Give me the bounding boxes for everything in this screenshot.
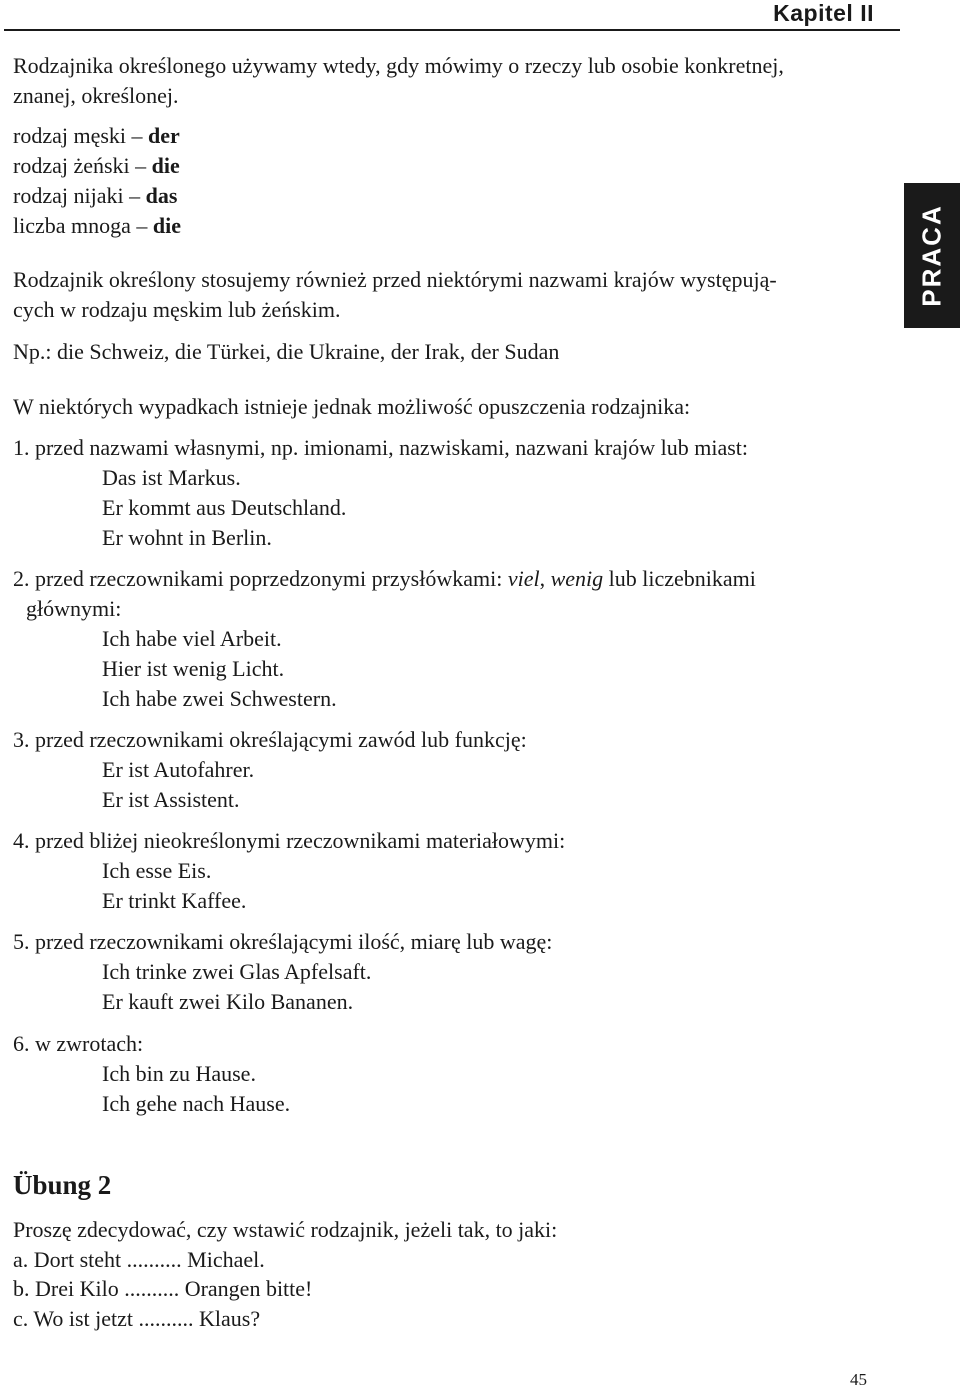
- rule-title: [13, 564, 756, 594]
- gender-article: die: [152, 213, 182, 238]
- rule-example: Hier ist wenig Licht.: [102, 656, 285, 681]
- gender-label: liczba mnoga –: [13, 213, 153, 238]
- rule-example: Ich trinke zwei Glas Apfelsaft.: [102, 959, 372, 984]
- gender-label: rodzaj nijaki –: [13, 183, 146, 208]
- intro-line-1: Rodzajnika określonego używamy wtedy, gdy mówimy o rzeczy lub osobie konkretnej,: [13, 53, 784, 78]
- gender-label: rodzaj męski –: [13, 123, 149, 148]
- exercise-item: b. Drei Kilo .......... Orangen bitte!: [13, 1276, 313, 1301]
- rule-example: Er wohnt in Berlin.: [102, 525, 272, 550]
- countries-note-line-1: Rodzajnik określony stosujemy również przed niektórymi nazwami krajów występują-: [13, 267, 777, 292]
- gender-article: der: [148, 123, 180, 148]
- gender-row: [13, 151, 180, 181]
- adverb-wenig: wenig: [550, 566, 604, 591]
- intro-line-2: znanej, określonej.: [13, 83, 179, 108]
- header-rule: [4, 29, 900, 31]
- exercise-instruction: Proszę zdecydować, czy wstawić rodzajnik, jeżeli tak, to jaki:: [13, 1217, 558, 1242]
- rule-example: Er ist Autofahrer.: [102, 757, 255, 782]
- section-tab-label: PRACA: [916, 204, 947, 307]
- gender-row: [13, 211, 181, 241]
- rule-example: Ich bin zu Hause.: [102, 1061, 256, 1086]
- rule-title-text: lub liczebnikami: [603, 566, 756, 591]
- rule-example: Ich habe zwei Schwestern.: [102, 686, 337, 711]
- rule-title-sep: ,: [539, 566, 551, 591]
- exercise-heading: Übung 2: [13, 1170, 112, 1200]
- rule-title-cont: głównymi:: [26, 596, 122, 621]
- gender-row: [13, 121, 180, 151]
- rule-example: Er kauft zwei Kilo Bananen.: [102, 989, 354, 1014]
- rule-example: Ich gehe nach Hause.: [102, 1091, 291, 1116]
- rule-example: Das ist Markus.: [102, 465, 241, 490]
- rule-example: Ich habe viel Arbeit.: [102, 626, 282, 651]
- rule-title: 4. przed bliżej nieokreślonymi rzeczownikami materiałowymi:: [13, 828, 566, 853]
- gender-article: das: [145, 183, 178, 208]
- countries-note-line-2: cych w rodzaju męskim lub żeńskim.: [13, 297, 341, 322]
- rule-example: Er ist Assistent.: [102, 787, 240, 812]
- omission-intro: W niektórych wypadkach istnieje jednak możliwość opuszczenia rodzajnika:: [13, 394, 691, 419]
- exercise-item: a. Dort steht .......... Michael.: [13, 1247, 265, 1272]
- exercise-item: c. Wo ist jetzt .......... Klaus?: [13, 1306, 261, 1331]
- rule-title: 3. przed rzeczownikami określającymi zawód lub funkcję:: [13, 727, 527, 752]
- rule-title: 5. przed rzeczownikami określającymi ilość, miarę lub wagę:: [13, 929, 553, 954]
- adverb-viel: viel: [507, 566, 540, 591]
- chapter-title: Kapitel II: [773, 0, 874, 26]
- rule-title: 6. w zwrotach:: [13, 1031, 144, 1056]
- rule-example: Er trinkt Kaffee.: [102, 888, 247, 913]
- section-tab: [904, 183, 960, 328]
- rule-example: Er kommt aus Deutschland.: [102, 495, 347, 520]
- gender-label: rodzaj żeński –: [13, 153, 152, 178]
- rule-example: Ich esse Eis.: [102, 858, 212, 883]
- rule-title: 1. przed nazwami własnymi, np. imionami, nazwiskami, nazwani krajów lub miast:: [13, 435, 748, 460]
- rule-title-text: 2. przed rzeczownikami poprzedzonymi przysłówkami:: [13, 566, 508, 591]
- countries-example: Np.: die Schweiz, die Türkei, die Ukraine, der Irak, der Sudan: [13, 339, 560, 364]
- gender-article: die: [151, 153, 180, 178]
- page-number: 45: [850, 1370, 867, 1389]
- gender-row: [13, 181, 177, 211]
